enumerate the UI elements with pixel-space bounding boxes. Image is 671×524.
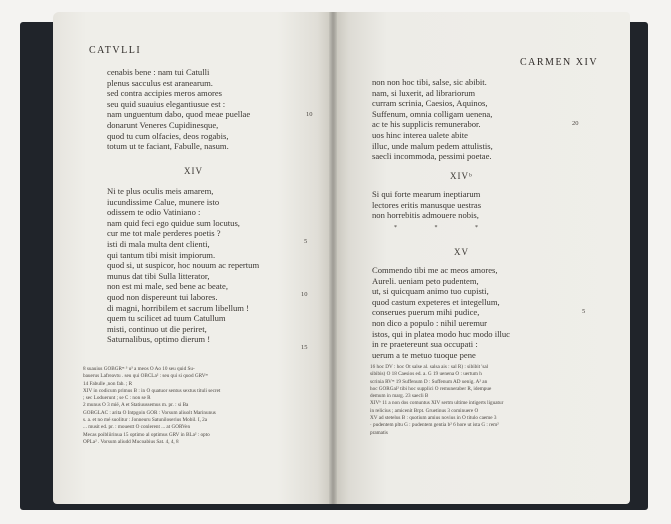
footnote-line: scrinia RVᵐ 19 Suffenum D : Suffenum AD uenig. A² an [370, 378, 488, 385]
footnote-line: 8 suauius GOBGRᵐ ³ u³ a meos O Ao 10 seu quid Su- [83, 366, 195, 372]
line-number: 10 [301, 291, 308, 298]
verse-line: cenabis bene : nam tui Catulli [107, 67, 210, 77]
footnote-line: 16 hoc DV : hoc Ot salse al. salsa ais : sal R) : sibibit 'sal [370, 364, 489, 370]
footnote-line: sibibis) O 18 Caesios ed. a. G 19 uenena O : uertum h [370, 371, 482, 378]
verse-line: conserues puerum mihi pudice, [372, 307, 480, 318]
verse-line: uos hinc interea ualete abite [372, 129, 468, 140]
verse-line: quem tu scilicet ad tuum Catullum [107, 313, 226, 324]
footnote-line: · pudentem pltu G : pudentem gentia b² 6 hore ut ista G : rem² [370, 422, 499, 429]
verse-line: uerum a te metuo tuoque pene [372, 349, 476, 360]
verse-line: quod non dispereunt tui labores. [107, 291, 218, 302]
footnote-line: Mecas poibliirinua 15 optimo al optimus GRV in BLa² : opto [83, 431, 210, 438]
verse-line: iucundissime Calue, munere isto [107, 196, 220, 207]
footnote-line: OPLa² . Vorsum aliudd Mucoabius Sat. 4, 4, 8 [83, 438, 179, 445]
poem-title-xv: XV [454, 247, 469, 257]
footnote-line: XIV in codicum primus B : in O quatuor sentus sextus tituli secret [83, 387, 221, 394]
footnote-line: XV ad stetelus B : quotium amius novius in O titulo caeme 3 [370, 415, 497, 422]
footnote-line: demum in marg. 23 saecli B [370, 393, 429, 400]
verse-line: donarunt Veneres Cupidinesque, [107, 119, 219, 130]
footnote-line: hoc GORGal² tibi hoc supplici O remuneraber R, idempue [370, 385, 492, 392]
footnote-line: GOBGLAC : arita O Intpgoin GOR : Vorsum aliuolt Marinunus [83, 409, 216, 416]
verse-line: istos, qui in platea modo huc modo illuc [372, 328, 510, 339]
verse-line: ut, si quicquam animo tuo cupisti, [372, 286, 489, 297]
book-gutter [329, 12, 337, 504]
poem-xiv-end [372, 77, 493, 162]
verse-line: curram scrinia, Caesios, Aquinos, [372, 98, 488, 109]
verse-line: Commendo tibi me ac meos amores, [372, 265, 498, 275]
footnotes-right [370, 364, 503, 437]
footnote-line: s. a. et no mé suolitur : Jonneuru Satuniloserius Mobil. I, 2a [83, 417, 208, 424]
verse-line: Si qui forte mearum ineptiarum [372, 189, 481, 199]
right-page-header: CARMEN XIV [520, 57, 599, 68]
poem-xiii-end [107, 67, 250, 152]
line-number: 5 [582, 308, 586, 315]
verse-line: munus dat tibi Sulla litterator, [107, 270, 210, 281]
verse-line: in re praetereunt sua occupati : [372, 339, 478, 350]
verse-line: Ni te plus oculis meis amarem, [107, 186, 214, 196]
verse-line: plenus sacculus est aranearum. [107, 77, 213, 88]
verse-line: isti di mala multa dent clienti, [107, 238, 210, 249]
line-number: 15 [301, 344, 308, 351]
verse-line: nam, si luxerit, ad librariorum [372, 87, 476, 98]
verse-line: nam quid feci ego quidue sum locutus, [107, 217, 240, 228]
line-number: 20 [572, 120, 579, 127]
verse-line: Suffenum, omnia colligam uenena, [372, 108, 493, 119]
verse-line: quod castum expeteres et integellum, [372, 296, 500, 307]
verse-line: odissem te odio Vatiniano : [107, 207, 201, 218]
verse-line: di magni, horribilem et sacrum libellum ! [107, 302, 250, 313]
footnote-line: XIVᵇ 11 a non dos comuntus XIV sertm ultime intigerts liguatur [370, 400, 504, 407]
verse-line: non est mi male, sed bene ac beate, [107, 281, 228, 292]
verse-line: misti, continuo ut die periret, [107, 323, 207, 334]
right-page [334, 12, 630, 504]
poem-title-xiv: XIV [184, 166, 203, 176]
footnote-line: 14 Fabulle ,non fab. ; R [83, 380, 133, 387]
footnote-line: ; sec Loduerunt ; se C : non se R [83, 395, 151, 402]
lacuna-stars: * * * [394, 225, 496, 231]
verse-line: Saturnalibus, optimo dierum ! [107, 334, 211, 345]
footnote-line: ... musit ed. pr. : mouestt O conlerent ... at GORVen [83, 424, 191, 431]
verse-line: Aureli. ueniam peto pudentem, [372, 275, 479, 286]
verse-line: non dico a populo : nihil ueremur [372, 317, 488, 328]
fragment-xivb [372, 189, 481, 221]
verse-line: sed contra accipies meros amores [107, 88, 223, 99]
footnote-line: pramatis [370, 429, 388, 436]
verse-line: seu quid suauius elegantiusue est : [107, 98, 226, 109]
verse-line: illuc, unde malum pedem attulistis, [372, 140, 493, 151]
poem-xv [372, 265, 510, 360]
left-page-header: CATVLLI [89, 45, 142, 56]
verse-line: saecli incommoda, pessimi poetae. [372, 151, 492, 162]
poem-xiv [107, 186, 259, 345]
footnotes-left [83, 366, 220, 446]
verse-line: nam unguentum dabo, quod meae puellae [107, 109, 251, 120]
poem-title-xivb: XIVᵇ [450, 171, 473, 181]
footnote-line: 2 munus O 3 mië, A et Statiuussemus m. pr. : si Ba [83, 402, 189, 409]
line-number: 5 [304, 238, 308, 245]
verse-line: non horrebitis admouere nobis, [372, 210, 479, 221]
verse-line: lectores eritis manusque uestras [372, 199, 482, 210]
line-number: 10 [306, 111, 313, 118]
verse-line: quod tu cum olfacies, deos rogabis, [107, 130, 229, 141]
verse-line: quod si, ut suspicor, hoc nouum ac repertum [107, 260, 260, 271]
footnote-line: bauerus Lafreavtu . seu qui OBCLa² : seu qui si quod GRVᵐ [83, 373, 208, 380]
verse-line: qui tantum tibi misit impiorum. [107, 249, 216, 260]
verse-line: non non hoc tibi, salse, sic abibit. [372, 77, 487, 87]
verse-line: totum ut te faciant, Fabulle, nasum. [107, 141, 229, 152]
left-page [53, 12, 334, 504]
verse-line: ac te his supplicis remunerabor. [372, 119, 481, 130]
footnote-line: in relicius ; amicenit Brpt. Gruetinus 3 cominuere O [370, 407, 479, 414]
verse-line: cur me tot male perderes poetis ? [107, 228, 221, 239]
